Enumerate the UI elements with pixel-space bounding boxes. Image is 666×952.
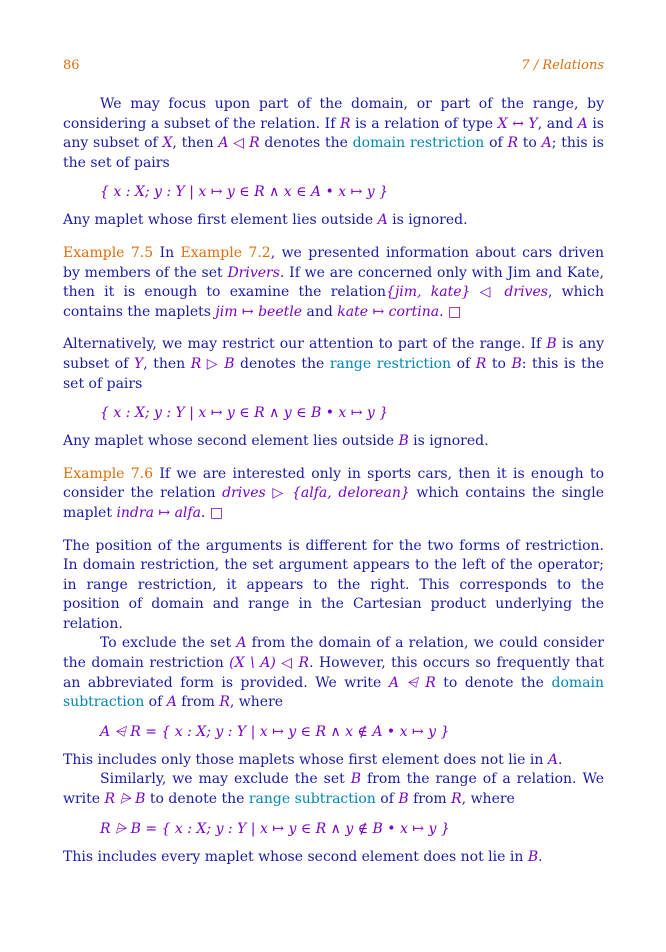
math-expression: jim ↦ beetle: [215, 303, 303, 320]
math-symbol: A: [377, 212, 388, 229]
end-of-example-box-icon: □: [209, 504, 224, 521]
display-formula-domain-subtraction: A ⩤ R = { x : X; y : Y | x ↦ y ∈ R ∧ x ∉ A • x ↦ y }: [100, 723, 450, 740]
text: , we presented information about cars driven by members of the set: [63, 244, 604, 281]
math-symbol: A: [577, 115, 588, 132]
text: is any subset of: [63, 336, 605, 372]
text: is any subset of: [63, 115, 604, 152]
paragraph-domain-subtraction-note: [63, 751, 604, 771]
math-expression: R ▷ B: [190, 355, 235, 372]
math-symbol: A: [541, 135, 552, 152]
text: Similarly, we may exclude the set: [100, 771, 351, 788]
math-symbol: A: [236, 635, 247, 652]
paragraph-range-subtraction-note: [63, 848, 604, 868]
math-symbol: B: [527, 848, 539, 865]
defined-term: range subtraction: [248, 791, 376, 808]
example-label: Example 7.6: [63, 465, 154, 482]
text: , and: [537, 115, 578, 132]
text: This includes only those maplets whose first element does not lie in: [63, 751, 548, 768]
defined-term: domain subtraction: [63, 674, 604, 711]
math-expression: A ◁ R: [218, 135, 260, 152]
text: , where: [229, 694, 284, 711]
text: , which contains the maplets: [63, 284, 604, 320]
text: If we are interested only in sports cars, then it is enough to consider the relation: [63, 465, 604, 502]
text: .: [439, 303, 444, 320]
display-formula-range-subtraction: R ⩥ B = { x : X; y : Y | x ↦ y ∈ R ∧ y ∉ B • x ↦ y }: [100, 820, 450, 837]
math-expression: kate ↦ cortina: [337, 303, 440, 320]
text: denotes the: [234, 355, 330, 372]
text: to: [518, 135, 542, 152]
text: to denote the: [435, 674, 552, 691]
math-symbol: Drivers: [227, 264, 280, 281]
math-expression: X ↔ Y: [497, 115, 538, 132]
math-symbol: X: [162, 135, 173, 152]
page-number: 86: [63, 58, 80, 73]
text: is ignored.: [387, 212, 468, 229]
math-expression: {jim, kate} ◁ drives: [386, 284, 548, 301]
text: . However, this occurs so frequently that an abbreviated form is provided. We write: [63, 655, 604, 691]
defined-term: domain restriction: [352, 135, 485, 152]
math-symbol: A: [547, 751, 558, 768]
text: : this is the set of pairs: [63, 355, 604, 392]
math-expression: (X \ A) ◁ R: [229, 655, 310, 672]
text: from: [408, 791, 452, 808]
text: is a relation of type: [350, 115, 498, 132]
math-expression: A ⩤ R: [388, 674, 436, 691]
math-symbol: Y: [133, 355, 144, 372]
text: of: [144, 694, 167, 711]
text: .: [538, 848, 543, 865]
math-symbol: R: [339, 115, 351, 132]
math-symbol: B: [511, 355, 522, 372]
math-symbol: B: [398, 433, 409, 450]
math-expression: drives ▷ {alfa, delorean}: [222, 485, 410, 502]
math-symbol: B: [350, 771, 362, 788]
paragraph-range-subtraction: [63, 770, 604, 809]
text: This includes every maplet whose second element does not lie in: [63, 848, 528, 865]
page-body: [63, 95, 604, 867]
text: of: [451, 355, 476, 372]
text: In: [153, 244, 181, 261]
text: is ignored.: [408, 433, 489, 450]
chapter-title: Relations: [542, 58, 604, 73]
running-header: [63, 58, 604, 80]
example-reference-link[interactable]: Example 7.2: [180, 244, 271, 261]
math-symbol: B: [546, 336, 557, 353]
text: to: [486, 355, 512, 372]
math-symbol: R: [475, 355, 487, 372]
text: .: [200, 504, 206, 521]
text: We may focus upon part of the domain, or part of the range, by considering a subset of the relation. If: [63, 96, 604, 132]
math-symbol: R: [507, 135, 518, 152]
math-symbol: A: [166, 694, 177, 711]
text: from the range of a relation. We write: [63, 771, 604, 808]
text: ; this is the set of pairs: [63, 135, 604, 171]
paragraph-domain-subtraction: [63, 634, 604, 712]
text: . If we are concerned only with Jim and Kate, then it is enough to examine the relation: [63, 264, 605, 301]
text: of: [375, 791, 399, 808]
text: , then: [143, 355, 191, 372]
text: to denote the: [145, 791, 249, 808]
text: , then: [172, 135, 219, 152]
text: of: [484, 135, 508, 152]
paragraph-ignored-second: [63, 432, 604, 452]
math-expression: R ⩥ B: [104, 791, 146, 808]
text: Alternatively, we may restrict our attention to part of the range. If: [63, 336, 547, 353]
math-symbol: R: [219, 694, 230, 711]
text: Any maplet whose first element lies outside: [63, 212, 378, 229]
defined-term: range restriction: [329, 355, 452, 372]
math-symbol: R: [451, 791, 462, 808]
header-separator: /: [533, 58, 539, 73]
chapter-number: 7: [521, 58, 530, 73]
paragraph-domain-restriction: [63, 95, 604, 173]
example-7-6: [63, 465, 604, 524]
math-symbol: B: [398, 791, 409, 808]
text: denotes the: [259, 135, 353, 152]
text: Any maplet whose second element lies outside: [63, 433, 399, 450]
text: and: [302, 303, 338, 320]
end-of-example-box-icon: □: [447, 303, 462, 320]
text: To exclude the set: [100, 635, 237, 652]
text: , where: [461, 791, 515, 808]
paragraph-range-restriction: [63, 335, 604, 394]
running-title: [521, 58, 604, 73]
display-formula-domain-restriction: { x : X; y : Y | x ↦ y ∈ R ∧ x ∈ A • x ↦ y }: [100, 184, 388, 201]
text: .: [558, 751, 563, 768]
math-expression: indra ↦ alfa: [116, 504, 201, 521]
paragraph-ignored-first: [63, 211, 604, 231]
page: [63, 58, 605, 865]
example-7-5: [63, 244, 604, 322]
paragraph-argument-position: The position of the arguments is different for the two forms of restriction. In domain restriction, the set argument appears to the left of the operator; in range restriction, it appears to the right. This corresponds to the position of domain and range in the Cartesian product underlying the relation.: [63, 537, 604, 632]
example-label: Example 7.5: [63, 244, 154, 261]
text: from: [176, 694, 220, 711]
text: which contains the single maplet: [63, 485, 604, 521]
text: from the domain of a relation, we could consider the domain restriction: [63, 635, 604, 672]
display-formula-range-restriction: { x : X; y : Y | x ↦ y ∈ R ∧ y ∈ B • x ↦ y }: [100, 405, 389, 422]
